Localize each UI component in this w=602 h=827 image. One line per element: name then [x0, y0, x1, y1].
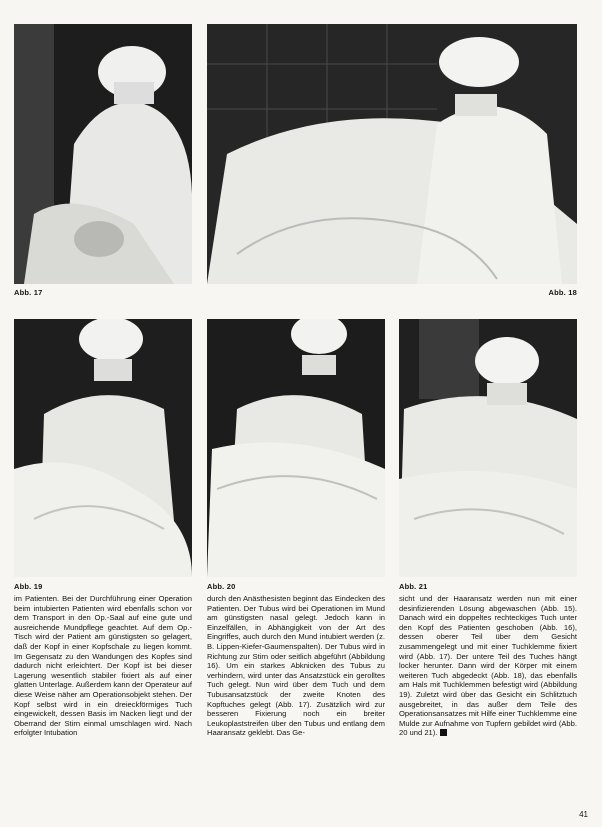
photo-fig19	[14, 319, 192, 577]
caption-fig19: Abb. 19	[14, 582, 43, 591]
text-column-3	[399, 594, 577, 738]
text-column-1	[14, 594, 192, 738]
paragraph-col2: durch den Anästhesisten beginnt das Eindecken des Patienten. Der Tubus wird bei Operationen im Mund am günstigsten nasal gelegt. Jedoch kann in Einzelfällen, in Abhängigkeit von der Art des Eingriffes, auch durch den Mund intubiert werden (z. B. Lippen-Kiefer-Gaumenspalten). Der Tubus wird in Richtung zur Stirn oder seitlich abgeführt (Abbildung 16). Um ein starkes Abknicken des Tubus zu verhindern, wird unter das Ansatzstück ein gerolltes Tuch gelegt. Nun wird über dem Tuch und dem Tubusansatzstück der zweite Knoten des Kopftuches gelegt (Abb. 17). Zusätzlich wird zur besseren Fixierung noch ein breiter Leukoplaststreifen über den Tubus und entlang dem Haaransatz geklebt. Das Ge-	[207, 594, 385, 738]
page-number: 41	[579, 810, 588, 819]
caption-fig17: Abb. 17	[14, 288, 43, 297]
caption-fig21: Abb. 21	[399, 582, 428, 591]
photo-fig18	[207, 24, 577, 284]
photo-fig17	[14, 24, 192, 284]
text-column-2	[207, 594, 385, 738]
paragraph-col3: sicht und der Haaransatz werden nun mit einer desinfizierenden Lösung abgewaschen (Abb. 15). Danach wird ein doppeltes rechteckiges Tuch unter den Kopf des Patienten geschoben (Abb. 16), dessen oberer Teil über dem Gesicht zusammengelegt und mit einer Tuchklemme fixiert wird (Abb. 17). Der untere Teil des Tuches hängt locker herunter. Dann wird der Körper mit einem weiteren Tuch abgedeckt (Abb. 18), das ebenfalls am Hals mit Tuchklemmen befestigt wird (Abbildung 19). Zuletzt wird über das Gesicht ein Schlitztuch ausgebreitet, in das außer dem Teile des Operationsansatzes mit Hilfe einer Tuchklemme eine Mulde zur Aufnahme von Tupfern gebildet wird (Abb. 20 und 21).	[399, 594, 577, 738]
caption-fig18: Abb. 18	[548, 288, 577, 297]
photo-fig21	[399, 319, 577, 577]
paragraph-col1: im Patienten. Bei der Durchführung einer Operation beim intubierten Patienten wird ebenfalls schon vor dem Transport in den Op.-Saal auf eine gute und ausreichende Mundpflege geachtet. Auf dem Op.-Tisch wird der Patient am günstigsten so gelagert, daß der Kopf in einer Kopfschale zu liegen kommt. Im Gegensatz zu den Wandungen des Kopfes sind dadurch nicht erleichtert. Der Kopf ist bei dieser Lagerung wesentlich stabiler fixiert als auf einer glatten Unterlage. Außerdem kann der Operateur auf diese Weise näher am Operationsobjekt stehen. Der Kopf selbst wird in ein dreieckförmiges Tuch eingewickelt, dessen Basis im Nacken liegt und der Oberrand der Stirn einmal umschlagen wird. Nach erfolgter Intubation	[14, 594, 192, 738]
caption-fig20: Abb. 20	[207, 582, 236, 591]
end-mark	[440, 729, 447, 736]
photo-fig20	[207, 319, 385, 577]
